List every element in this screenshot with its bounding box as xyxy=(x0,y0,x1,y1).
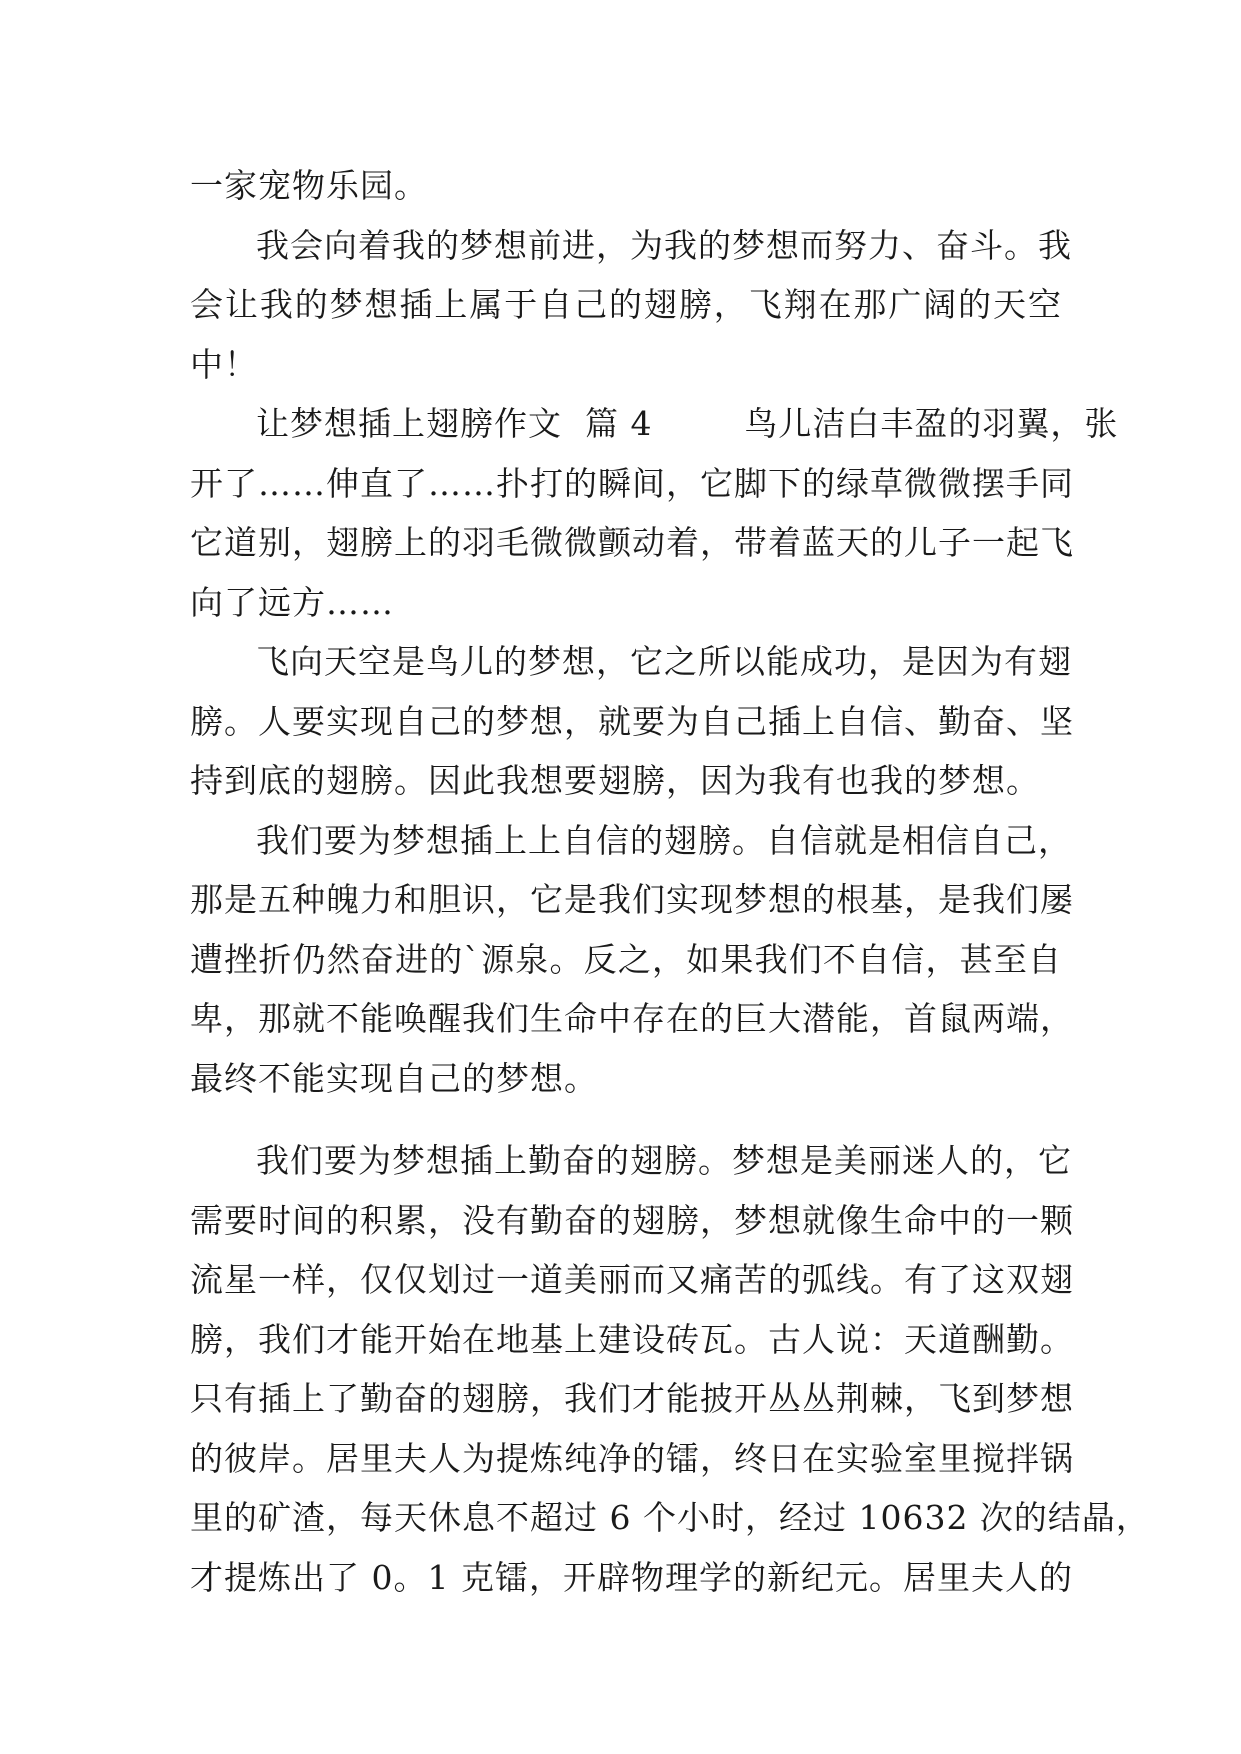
paragraph-gap xyxy=(190,1108,1062,1131)
text-line: 我们要为梦想插上勤奋的翅膀。梦想是美丽迷人的，它 xyxy=(256,1141,1072,1180)
text-line: 只有插上了勤奋的翅膀，我们才能披开丛丛荆棘，飞到梦想 xyxy=(190,1379,1074,1418)
essay-body xyxy=(190,156,1150,1607)
text-line: 膀，我们才能开始在地基上建设砖瓦。古人说：天道酬勤。 xyxy=(190,1319,1074,1359)
text-line: 才提炼出了 0。1 克镭，开辟物理学的新纪元。居里夫人的 xyxy=(190,1557,1073,1597)
text-line: 流星一样，仅仅划过一道美丽而又痛苦的弧线。有了这双翅 xyxy=(190,1260,1074,1299)
text-line: 卑，那就不能唤醒我们生命中存在的巨大潜能，首鼠两端， xyxy=(190,999,1074,1038)
text-line: 向了远方…… xyxy=(190,582,394,622)
text-line: 我会向着我的梦想前进，为我的梦想而努力、奋斗。我 xyxy=(256,225,1072,265)
text-line: 会让我的梦想插上属于自己的翅膀，飞翔在那广阔的天空 xyxy=(190,285,1062,324)
text-line: 最终不能实现自己的梦想。 xyxy=(190,1058,598,1098)
text-line: 遭挫折仍然奋进的`源泉。反之，如果我们不自信，甚至自 xyxy=(190,939,1062,979)
text-line: 的彼岸。居里夫人为提炼纯净的镭，终日在实验室里搅拌锅 xyxy=(190,1438,1074,1478)
text-line: 那是五种魄力和胆识，它是我们实现梦想的根基，是我们屡 xyxy=(190,880,1074,919)
text-line: 飞向天空是鸟儿的梦想，它之所以能成功，是因为有翅 xyxy=(256,642,1072,681)
text-line: 中！ xyxy=(190,344,258,384)
text-line: 我们要为梦想插上上自信的翅膀。自信就是相信自己， xyxy=(256,820,1072,860)
text-line: 需要时间的积累，没有勤奋的翅膀，梦想就像生命中的一颗 xyxy=(190,1200,1074,1240)
text-line: 膀。人要实现自己的梦想，就要为自己插上自信、勤奋、坚 xyxy=(190,701,1074,741)
text-line: 它道别，翅膀上的羽毛微微颤动着，带着蓝天的儿子一起飞 xyxy=(190,523,1074,562)
text-line: 里的矿渣，每天休息不超过 6 个小时，经过 10632 次的结晶， xyxy=(190,1498,1150,1537)
text-line: 让梦想插上翅膀作文 篇 4 鸟儿洁白丰盈的羽翼，张 xyxy=(256,404,1119,443)
text-line: 开了……伸直了……扑打的瞬间，它脚下的绿草微微摆手同 xyxy=(190,463,1074,503)
text-line: 持到底的翅膀。因此我想要翅膀，因为我有也我的梦想。 xyxy=(190,761,1040,800)
text-line: 一家宠物乐园。 xyxy=(190,166,428,205)
